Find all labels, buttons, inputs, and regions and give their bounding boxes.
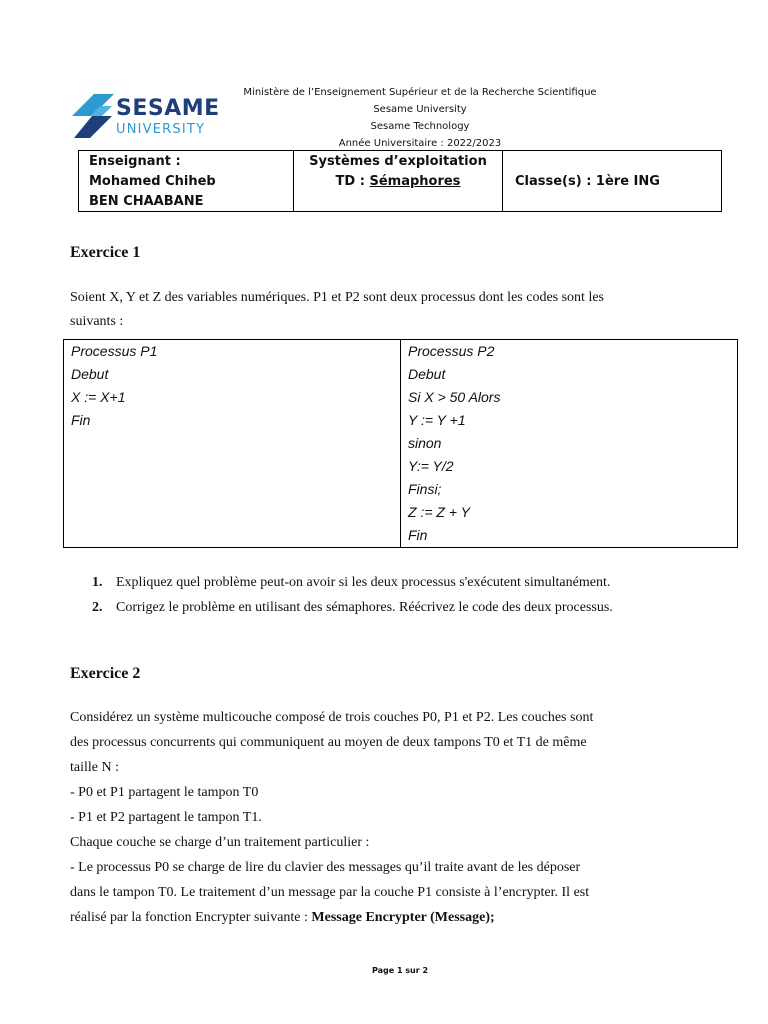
- exercise-2-line: Considérez un système multicouche composé de trois couches P0, P1 et P2. Les couches sont: [70, 710, 594, 725]
- course-title: Systèmes d’exploitation: [309, 154, 487, 169]
- p1-line: Fin: [71, 412, 91, 428]
- p2-line: sinon: [408, 435, 442, 451]
- process-p2-code: [401, 340, 737, 547]
- teacher-name-last: BEN CHAABANE: [89, 194, 204, 209]
- academic-year-line: Année Universitaire : 2022/2023: [338, 138, 502, 149]
- question-number: 2.: [92, 600, 103, 615]
- course-cell: [294, 151, 503, 211]
- process-p1-code: [64, 340, 401, 547]
- td-line: [294, 172, 502, 192]
- exercise-2-title: Exercice 2: [70, 665, 141, 682]
- question-text: Expliquez quel problème peut-on avoir si les deux processus s'exécutent simultanément.: [116, 575, 611, 590]
- td-topic: Sémaphores: [369, 174, 461, 189]
- p2-line: Fin: [408, 527, 428, 543]
- p1-line: Debut: [71, 366, 109, 382]
- ministry-line: Ministère de l’Enseignement Supérieur et de la Recherche Scientifique: [243, 87, 597, 98]
- class-label: Classe(s) : 1ère ING: [515, 173, 660, 189]
- p2-line: Z := Z + Y: [408, 504, 470, 520]
- exercise-2-line: - Le processus P0 se charge de lire du clavier des messages qu’il traite avant de les déposer: [70, 860, 581, 875]
- logo-word-sesame: SESAME: [116, 96, 220, 121]
- question-text: Corrigez le problème en utilisant des sémaphores. Réécrivez le code des deux processus.: [116, 600, 613, 615]
- p2-line: Debut: [408, 366, 446, 382]
- exercise-2-line: dans le tampon T0. Le traitement d’un message par la couche P1 consiste à l’encrypter. Il est: [70, 885, 590, 900]
- question-item: [92, 570, 732, 595]
- td-prefix: TD :: [335, 174, 370, 189]
- teacher-name-first: Mohamed Chiheb: [89, 174, 216, 189]
- p2-line: Processus P2: [408, 343, 495, 359]
- p2-line: Y := Y +1: [408, 412, 466, 428]
- exercise-1-title: Exercice 1: [70, 244, 141, 261]
- p2-line: Y:= Y/2: [408, 458, 454, 474]
- question-number: 1.: [92, 575, 103, 590]
- exercise-2-line: Chaque couche se charge d’un traitement particulier :: [70, 835, 370, 850]
- exercise-1-intro: [70, 286, 670, 334]
- exercise-1-intro-line-2: suivants :: [70, 314, 124, 329]
- exercise-1-intro-line-1: Soient X, Y et Z des variables numériques. P1 et P2 sont deux processus dont les codes sont les: [70, 290, 604, 305]
- teacher-label: Enseignant :: [89, 154, 181, 169]
- university-line: Sesame University: [373, 104, 467, 115]
- p1-line: Processus P1: [71, 343, 158, 359]
- exercise-1-questions: [92, 570, 732, 620]
- exercise-2-line: - P0 et P1 partagent le tampon T0: [70, 785, 259, 800]
- encrypter-signature: Message Encrypter (Message);: [311, 910, 495, 925]
- page-number: Page 1 sur 2: [371, 966, 429, 975]
- p1-line: X := X+1: [71, 389, 126, 405]
- p2-line: Finsi;: [408, 481, 442, 497]
- class-cell: [503, 151, 721, 211]
- technology-line: Sesame Technology: [370, 121, 470, 132]
- exercise-2-line: taille N :: [70, 760, 119, 775]
- exercise-2-last-line: [70, 905, 710, 930]
- question-item: [92, 595, 732, 620]
- encrypter-intro: réalisé par la fonction Encrypter suivante :: [70, 910, 312, 925]
- exercise-2-body: [70, 705, 710, 930]
- course-info-table: [78, 150, 722, 212]
- p2-line: Si X > 50 Alors: [408, 389, 501, 405]
- exercise-2-line: - P1 et P2 partagent le tampon T1.: [70, 810, 262, 825]
- exercise-2-line: des processus concurrents qui communiquent au moyen de deux tampons T0 et T1 de même: [70, 735, 587, 750]
- process-code-table: [63, 339, 738, 548]
- logo-word-university: UNIVERSITY: [116, 122, 206, 137]
- teacher-cell: [79, 151, 294, 211]
